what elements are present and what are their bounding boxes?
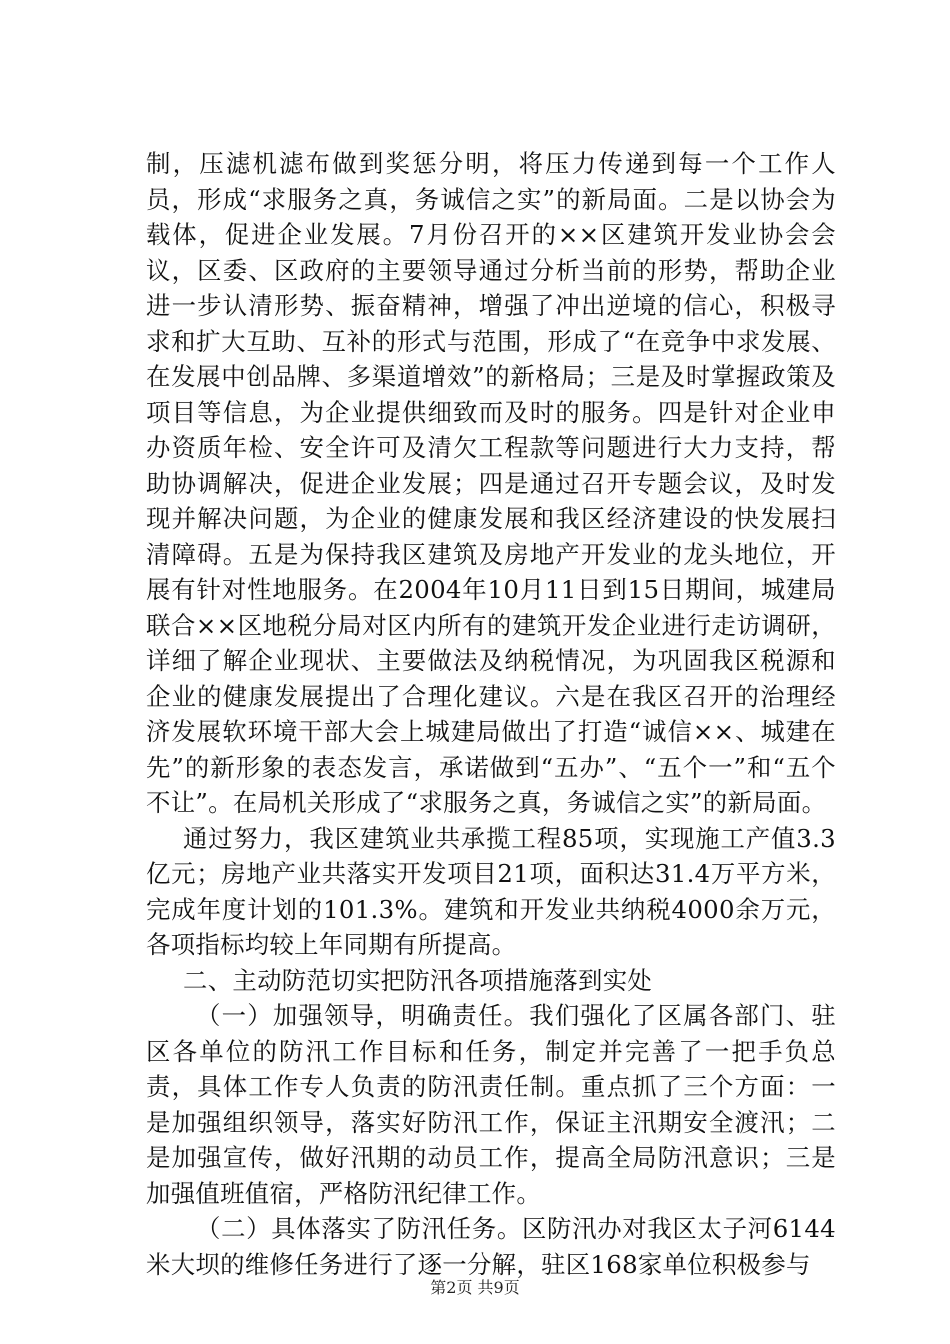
document-body <box>146 146 836 1282</box>
paragraph-continuation: 制，压滤机滤布做到奖惩分明，将压力传递到每一个工作人员，形成“求服务之真，务诚信之实”的新局面。二是以协会为载体，促进企业发展。7月份召开的××区建筑开发业协会会议，区委、区政府的主要领导通过分析当前的形势，帮助企业进一步认清形势、振奋精神，增强了冲出逆境的信心，积极寻求和扩大互助、互补的形式与范围，形成了“在竞争中求发展、在发展中创品牌、多渠道增效”的新格局；三是及时掌握政策及项目等信息，为企业提供细致而及时的服务。四是针对企业申办资质年检、安全许可及清欠工程款等问题进行大力支持，帮助协调解决，促进企业发展；四是通过召开专题会议，及时发现并解决问题，为企业的健康发展和我区经济建设的快发展扫清障碍。五是为保持我区建筑及房地产开发业的龙头地位，开展有针对性地服务。在2004年10月11日到15日期间，城建局联合××区地税分局对区内所有的建筑开发企业进行走访调研，详细了解企业现状、主要做法及纳税情况，为巩固我区税源和企业的健康发展提出了合理化建议。六是在我区召开的治理经济发展软环境干部大会上城建局做出了打造“诚信××、城建在先”的新形象的表态发言，承诺做到“五办”、“五个一”和“五个不让”。在局机关形成了“求服务之真，务诚信之实”的新局面。 <box>146 149 836 817</box>
paragraph-flood-tasks: （二）具体落实了防汛任务。区防汛办对我区太子河6144米大坝的维修任务进行了逐一分解，驻区168家单位积极参与 <box>146 1214 836 1279</box>
section-heading-flood-prevention: 二、主动防范切实把防汛各项措施落到实处 <box>183 965 653 995</box>
paragraph-leadership: （一）加强领导，明确责任。我们强化了区属各部门、驻区各单位的防汛工作目标和任务，制定并完善了一把手负总责，具体工作专人负责的防汛责任制。重点抓了三个方面：一是加强组织领导，落实好防汛工作，保证主汛期安全渡汛；二是加强宣传，做好汛期的动员工作，提高全局防汛意识；三是加强值班值宿，严格防汛纪律工作。 <box>146 1001 836 1208</box>
page-footer: 第2页 共9页 <box>430 1278 520 1297</box>
paragraph-results: 通过努力，我区建筑业共承揽工程85项，实现施工产值3.3亿元；房地产业共落实开发项目21项，面积达31.4万平方米，完成年度计划的101.3%。建筑和开发业共纳税4000余万元，各项指标均较上年同期有所提高。 <box>146 823 836 959</box>
